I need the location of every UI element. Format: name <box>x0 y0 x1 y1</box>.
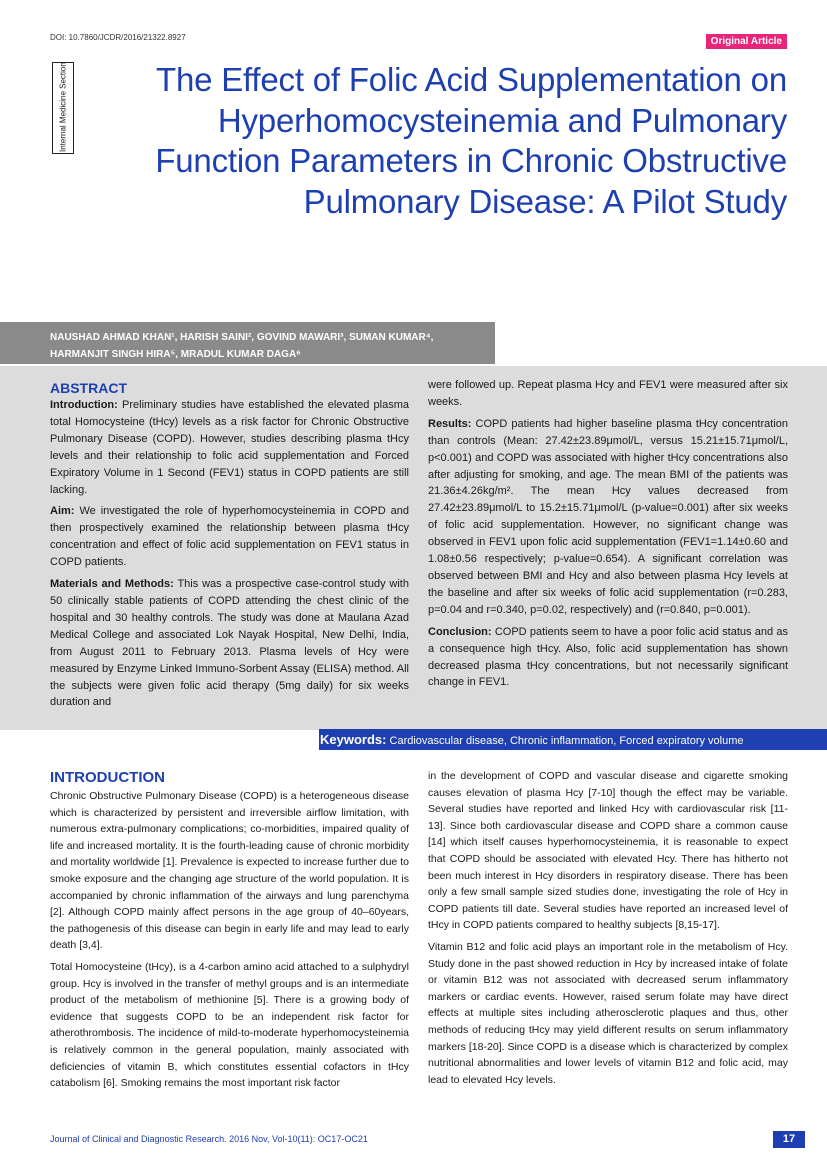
abstract-aim-label: Aim: <box>50 505 75 518</box>
abstract-methods-label: Materials and Methods: <box>50 578 174 591</box>
abstract-heading: ABSTRACT <box>50 380 127 396</box>
doi-line: DOI: 10.7860/JCDR/2016/21322.8927 <box>50 33 186 42</box>
introduction-paragraph-2: Total Homocysteine (tHcy), is a 4-carbon amino acid attached to a sulphydryl group. Hcy is involved in the transfer of methyl groups and is an intermediate product of the metabolism of methionine [5]. There is a growing body of evidence that suggests COPD to be an independent risk factor for atherothrombosis. The incidence of mild-to-moderate hyperhomocysteinemia is relatively common in the general population, mainly associated with deficiencies of vitamin B, which constitutes essential cofactors in tHcy catabolism [6]. Smoking remains the most important risk factor <box>50 960 409 1090</box>
journal-footer: Journal of Clinical and Diagnostic Research. 2016 Nov, Vol-10(11): OC17-OC21 <box>50 1134 368 1144</box>
abstract-introduction <box>50 397 409 498</box>
introduction-heading: INTRODUCTION <box>50 769 165 786</box>
article-type-badge: Original Article <box>706 34 787 49</box>
abstract-conclusion-label: Conclusion: <box>428 625 492 638</box>
introduction-right-column <box>428 768 788 1093</box>
introduction-paragraph-4: Vitamin B12 and folic acid plays an important role in the metabolism of Hcy. Study done in the past showed reduction in Hcy by increased intake of folate or vitamin B12 was not associated with decreased serum inflammatory markers or cardiac events. However, raised serum folate may have direct effects at multiple sites including atherosclerotic plaques and thus, other methods of reducing tHcy may yield different results on serum inflammatory markers [18-20]. Since COPD is a disease which is characterized by complex nutritional abnormalities and lower levels of vitamin B12 and folic acid, may lead to elevated Hcy levels. <box>428 940 788 1086</box>
keywords-text: Cardiovascular disease, Chronic inflammation, Forced expiratory volume <box>386 735 744 747</box>
introduction-paragraph-1: Chronic Obstructive Pulmonary Disease (COPD) is a heterogeneous disease which is characterized by persistent and irreversible airflow limitation, with numerous extra-pulmonary complications; co-morbidities, impaired quality of life and increased mortality. It is the fourth-leading cause of chronic morbidity and mortality worldwide [1]. Prevalence is expected to increase further due to smoke exposure and the changing age structure of the world population. It is accompanied by chronic inflammation of the airways and lung parenchyma [2]. Although COPD mainly affect persons in the age group of 40–60years, the pathogenesis of this disease can begin in early life and may lead to early death [3,4]. <box>50 790 409 952</box>
abstract-right-column <box>428 377 788 696</box>
abstract-methods-text: This was a prospective case-control study with 50 clinically stable patients of COPD attending the chest clinic of the hospital and 30 healthy controls. The study was done at Maulana Azad Medical College and associated Lok Nayak Hospital, New Delhi, India, from August 2011 to February 2013. Plasma levels of Hcy were measured by Enzyme Linked Immuno-Sorbent Assay (ELISA) method. All the subjects were given folic acid therapy (5mg daily) for six weeks duration and <box>50 578 409 709</box>
authors-line-2: HARMANJIT SINGH HIRA⁵, MRADUL KUMAR DAGA⁶ <box>50 349 301 360</box>
abstract-conclusion <box>428 624 788 692</box>
abstract-intro-label: Introduction: <box>50 399 118 411</box>
abstract-aim <box>50 503 409 571</box>
introduction-paragraph-3: in the development of COPD and vascular disease and cigarette smoking causes elevation of plasma Hcy [7-10] though the effect may be variable. Several studies have reported and linked Hcy with cardiovascular risk [11-13]. Since both cardiovascular disease and COPD share a common cause [14] which itself causes hyperhomocysteinemia, it is reasonable to expect that COPD should be associated with elevated Hcy. There has hitherto not been much interest in Hcy disorders in respiratory disease. There has been only a few small sample sized studies done, investigating the role of Hcy in COPD patients till date. Several studies have reported an increased level of tHcy in COPD patients compared to healthy subjects [8,15-17]. <box>428 770 788 932</box>
author-band <box>0 322 495 364</box>
abstract-methods <box>50 576 409 711</box>
authors-line-1: NAUSHAD AHMAD KHAN¹, HARISH SAINI², GOVIND MAWARI³, SUMAN KUMAR⁴, <box>50 332 434 343</box>
abstract-methods-continued: were followed up. Repeat plasma Hcy and FEV1 were measured after six weeks. <box>428 379 788 408</box>
section-label-box <box>52 62 74 154</box>
abstract-conclusion-text: COPD patients seem to have a poor folic acid status and as a consequence high tHcy. Also, folic acid supplementation has shown decreased plasma tHcy concentrations, but not necessarily significant change in FEV1. <box>428 625 788 689</box>
abstract-left-column <box>50 379 409 716</box>
abstract-results-text: COPD patients had higher baseline plasma tHcy concentration than controls (Mean: 27.42±23.89μmol/L, versus 15.21±15.71μmol/L, p<0.001) and COPD was associated with higher tHcy concentrations also after adjusting for smoking, and age. The mean BMI of the patients was 21.36±4.26kg/m². The mean Hcy values decreased from 27.42±23.89μmol/L to 15.2±15.71μmol/L (p-value=0.001) after six weeks of folic acid supplementation. However, no significant change was observed in FEV1 upon folic acid supplementation (FEV1=1.14±0.60 and 1.08±0.56 respectively; p-value=0.654). A significant correlation was observed between BMI and Hcy and also between plasma Hcy levels at the baseline and after six weeks of folic acid supplementation (r=0.283, p=0.04 and r=0.340, p=0.02, respectively) and (r=0.840, p=0.001). <box>428 417 788 616</box>
abstract-intro-text: Preliminary studies have established the elevated plasma total Homocysteine (tHcy) levels as a risk factor for Chronic Obstructive Pulmonary Disease (COPD). However, studies describing plasma tHcy levels and their relationship to folic acid supplementation and Forced Expiratory Volume in 1 Second (FEV1) status in COPD patients are still lacking. <box>50 399 409 496</box>
section-label: Internal Medicine Section <box>58 62 68 152</box>
abstract-results-label: Results: <box>428 417 472 430</box>
article-title: The Effect of Folic Acid Supplementation on Hyperhomocysteinemia and Pulmonary Function Parameters in Chronic Obstructive Pulmonary Disease: A Pilot Study <box>155 61 787 220</box>
introduction-left-column <box>50 768 409 1097</box>
page-number: 17 <box>773 1131 805 1148</box>
keywords-bar <box>319 729 827 750</box>
keywords-label: Keywords: <box>320 732 387 747</box>
abstract-aim-text: We investigated the role of hyperhomocysteinemia in COPD and then prospectively examined the relationship between plasma tHcy concentration and effect of folic acid supplementation on FEV1 status in COPD patients. <box>50 505 409 569</box>
abstract-results <box>428 416 788 619</box>
